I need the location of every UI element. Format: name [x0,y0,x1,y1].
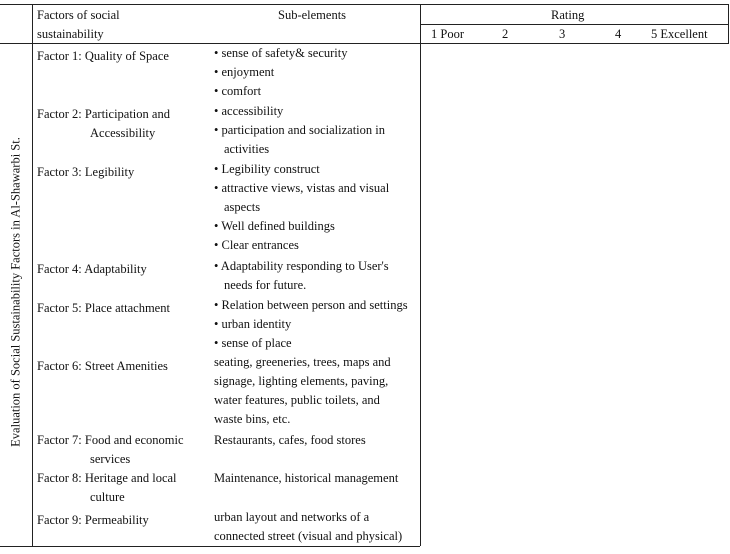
factor-4-sub-2: needs for future. [224,278,307,292]
header-subelements: Sub-elements [278,8,347,22]
factor-4-sub-1: • Adaptability responding to User's [214,259,389,273]
side-column-rule [32,4,33,546]
factor-2-sub-3: activities [224,142,270,156]
table-bottom-rule [0,546,420,547]
factor-2-name-line1: Factor 2: Participation and [37,107,170,121]
factor-1-sub-2: • enjoyment [214,65,275,79]
factor-6-sub-1: seating, greeneries, trees, maps and [214,355,391,369]
factor-5-sub-3: • sense of place [214,336,292,350]
factor-9-name: Factor 9: Permeability [37,513,149,527]
factor-3-sub-4: • Well defined buildings [214,219,335,233]
factor-3-sub-2: • attractive views, vistas and visual [214,181,390,195]
rating-4: 4 [615,27,622,41]
factor-8-name-line1: Factor 8: Heritage and local [37,471,177,485]
factor-6-sub-3: water features, public toilets, and [214,393,380,407]
factor-5-sub-1: • Relation between person and settings [214,298,408,312]
factor-7-name-line1: Factor 7: Food and economic [37,433,184,447]
factor-3-sub-3: aspects [224,200,261,214]
factor-7-name-line2: services [90,452,131,466]
table-right-rule [728,4,729,44]
factor-1-sub-3: • comfort [214,84,262,98]
factor-1-sub-1: • sense of safety& security [214,46,348,60]
factor-2-name-line2: Accessibility [90,126,156,140]
factor-6-sub-2: signage, lighting elements, paving, [214,374,389,388]
header-rating: Rating [551,8,585,22]
factor-3-sub-1: • Legibility construct [214,162,320,176]
factor-5-name: Factor 5: Place attachment [37,301,170,315]
factor-3-name: Factor 3: Legibility [37,165,135,179]
rating-5: 5 Excellent [651,27,708,41]
factor-8-name-line2: culture [90,490,125,504]
factor-8-sub-1: Maintenance, historical management [214,471,399,485]
table-top-rule [0,4,728,5]
factor-2-sub-2: • participation and socialization in [214,123,385,137]
side-label-cell [2,36,30,548]
side-label: Evaluation of Social Sustainability Factors in Al-Shawarbi St. [8,137,23,447]
factor-6-name: Factor 6: Street Amenities [37,359,168,373]
rating-3: 3 [559,27,566,41]
factor-7-sub-1: Restaurants, cafes, food stores [214,433,366,447]
rating-2: 2 [502,27,509,41]
factor-2-sub-1: • accessibility [214,104,284,118]
header-factors-line1: Factors of social [37,8,120,22]
subelements-column-rule [420,4,421,546]
factor-5-sub-2: • urban identity [214,317,292,331]
factor-9-sub-2: connected street (visual and physical) [214,529,403,543]
factor-4-name: Factor 4: Adaptability [37,262,147,276]
header-factors-line2: sustainability [37,27,104,41]
factor-1-name: Factor 1: Quality of Space [37,49,169,63]
factor-3-sub-5: • Clear entrances [214,238,299,252]
factor-6-sub-4: waste bins, etc. [214,412,291,426]
factor-9-sub-1: urban layout and networks of a [214,510,370,524]
rating-1: 1 Poor [431,27,464,41]
